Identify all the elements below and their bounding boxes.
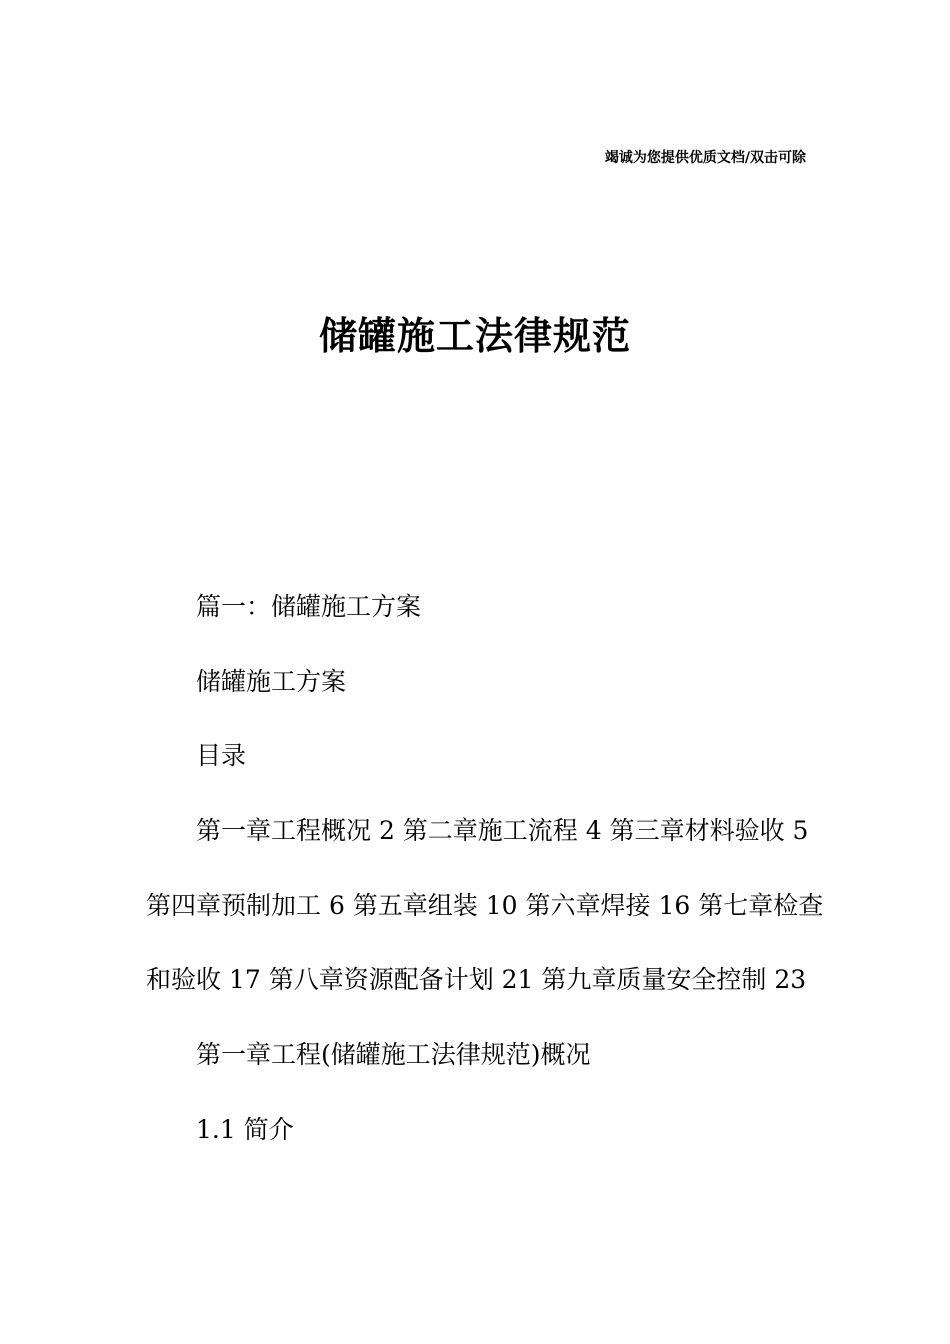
subtitle-line: 储罐施工方案 xyxy=(196,667,347,696)
header-note: 竭诚为您提供优质文档/双击可除 xyxy=(604,150,806,166)
toc-heading: 目录 xyxy=(196,741,247,770)
toc-line-2: 第四章预制加工 6 第五章组装 10 第六章焊接 16 第七章检查 xyxy=(146,891,824,920)
subsection-heading: 1.1 简介 xyxy=(196,1115,294,1144)
toc-line-1: 第一章工程概况 2 第二章施工流程 4 第三章材料验收 5 xyxy=(196,816,809,845)
document-title: 储罐施工法律规范 xyxy=(318,314,631,358)
section-heading: 篇一：储罐施工方案 xyxy=(196,592,422,621)
toc-line-3: 和验收 17 第八章资源配备计划 21 第九章质量安全控制 23 xyxy=(146,965,807,994)
chapter-heading: 第一章工程(储罐施工法律规范)概况 xyxy=(196,1040,591,1069)
